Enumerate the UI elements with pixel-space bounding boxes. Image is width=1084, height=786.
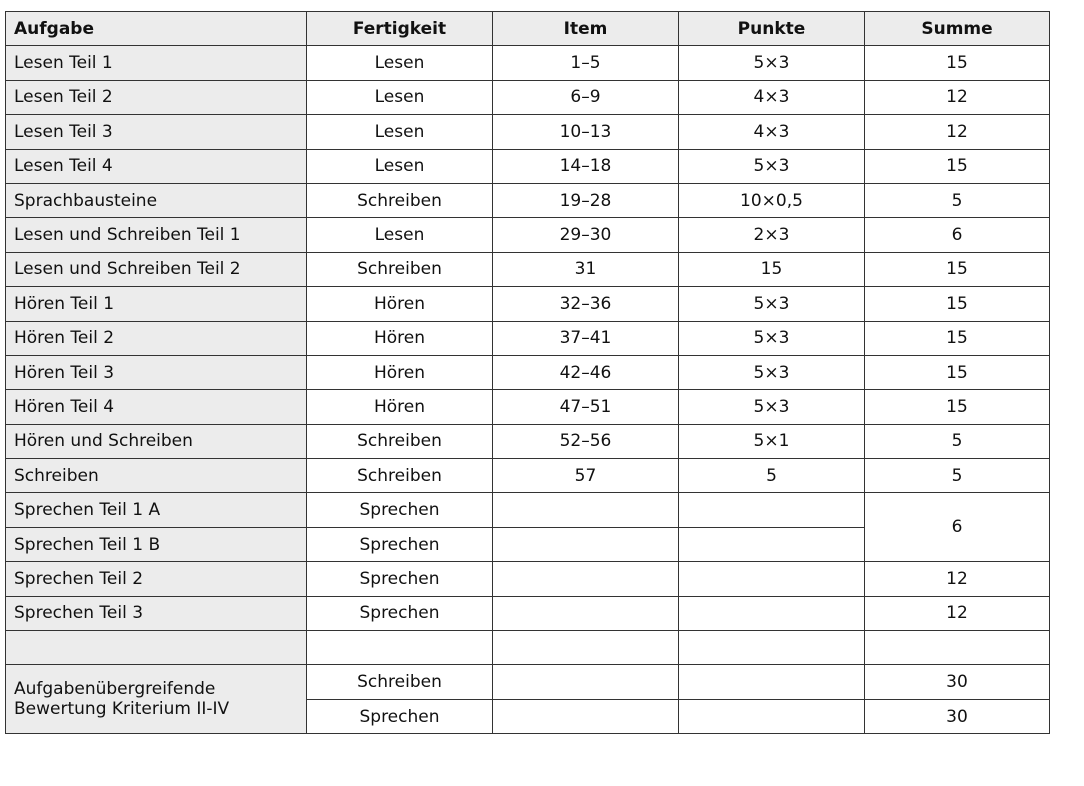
table-row bbox=[6, 424, 1050, 458]
cell-fertigkeit: Sprechen bbox=[307, 527, 493, 561]
table-row-empty bbox=[6, 631, 1050, 665]
header-summe: Summe bbox=[865, 12, 1050, 46]
table-row bbox=[6, 252, 1050, 286]
cell-aufgabe: Lesen und Schreiben Teil 1 bbox=[6, 218, 307, 252]
cell-item bbox=[493, 631, 679, 665]
cell-punkte bbox=[679, 596, 865, 630]
cell-punkte: 5×3 bbox=[679, 355, 865, 389]
cell-summe bbox=[865, 631, 1050, 665]
cell-item: 42–46 bbox=[493, 355, 679, 389]
cell-aufgabe: Lesen Teil 4 bbox=[6, 149, 307, 183]
cell-fertigkeit: Schreiben bbox=[307, 183, 493, 217]
cell-fertigkeit: Lesen bbox=[307, 115, 493, 149]
cell-punkte bbox=[679, 665, 865, 699]
score-table bbox=[5, 11, 1050, 734]
header-aufgabe: Aufgabe bbox=[6, 12, 307, 46]
header-item: Item bbox=[493, 12, 679, 46]
cell-summe: 6 bbox=[865, 218, 1050, 252]
header-row bbox=[6, 12, 1050, 46]
cell-item: 52–56 bbox=[493, 424, 679, 458]
cell-summe: 15 bbox=[865, 46, 1050, 80]
cell-summe: 5 bbox=[865, 459, 1050, 493]
cell-punkte bbox=[679, 527, 865, 561]
table-row bbox=[6, 115, 1050, 149]
cell-item: 47–51 bbox=[493, 390, 679, 424]
cell-item bbox=[493, 699, 679, 733]
cell-fertigkeit bbox=[307, 631, 493, 665]
cell-aufgabe: Hören Teil 2 bbox=[6, 321, 307, 355]
cell-fertigkeit: Sprechen bbox=[307, 699, 493, 733]
table-row bbox=[6, 80, 1050, 114]
cell-fertigkeit: Sprechen bbox=[307, 493, 493, 527]
cell-summe: 30 bbox=[865, 665, 1050, 699]
table-row bbox=[6, 390, 1050, 424]
cell-punkte: 5×3 bbox=[679, 287, 865, 321]
cell-punkte bbox=[679, 699, 865, 733]
cell-punkte bbox=[679, 562, 865, 596]
cell-aufgabe: Sprechen Teil 2 bbox=[6, 562, 307, 596]
cell-item: 57 bbox=[493, 459, 679, 493]
cell-aufgabe bbox=[6, 631, 307, 665]
table-row bbox=[6, 596, 1050, 630]
cell-aufgabe: Lesen Teil 1 bbox=[6, 46, 307, 80]
table-row bbox=[6, 562, 1050, 596]
cell-aufgabe: Sprechen Teil 3 bbox=[6, 596, 307, 630]
cell-summe: 15 bbox=[865, 355, 1050, 389]
cell-fertigkeit: Lesen bbox=[307, 218, 493, 252]
cell-item: 29–30 bbox=[493, 218, 679, 252]
table-row bbox=[6, 665, 1050, 699]
cell-punkte bbox=[679, 631, 865, 665]
table-row bbox=[6, 493, 1050, 527]
cell-aufgabe: Hören Teil 3 bbox=[6, 355, 307, 389]
cell-aufgabe: Sprechen Teil 1 A bbox=[6, 493, 307, 527]
table-row bbox=[6, 218, 1050, 252]
cell-aufgabe: Schreiben bbox=[6, 459, 307, 493]
cell-aufgabe: Lesen und Schreiben Teil 2 bbox=[6, 252, 307, 286]
table-row bbox=[6, 355, 1050, 389]
cell-fertigkeit: Hören bbox=[307, 287, 493, 321]
cell-summe: 12 bbox=[865, 80, 1050, 114]
table-row bbox=[6, 183, 1050, 217]
cell-item bbox=[493, 493, 679, 527]
cell-item: 1–5 bbox=[493, 46, 679, 80]
cell-item: 10–13 bbox=[493, 115, 679, 149]
cell-item bbox=[493, 596, 679, 630]
header-punkte: Punkte bbox=[679, 12, 865, 46]
cell-punkte: 5×3 bbox=[679, 390, 865, 424]
cell-fertigkeit: Hören bbox=[307, 390, 493, 424]
cell-aufgabe: Hören Teil 1 bbox=[6, 287, 307, 321]
table-row bbox=[6, 46, 1050, 80]
cell-punkte: 4×3 bbox=[679, 80, 865, 114]
aufgabe-line-2: Bewertung Kriterium II-IV bbox=[14, 699, 230, 720]
cell-punkte bbox=[679, 493, 865, 527]
cell-summe: 15 bbox=[865, 149, 1050, 183]
cell-item: 31 bbox=[493, 252, 679, 286]
cell-summe: 30 bbox=[865, 699, 1050, 733]
cell-punkte: 5×3 bbox=[679, 149, 865, 183]
cell-item: 37–41 bbox=[493, 321, 679, 355]
cell-summe: 12 bbox=[865, 115, 1050, 149]
cell-fertigkeit: Sprechen bbox=[307, 562, 493, 596]
cell-punkte: 10×0,5 bbox=[679, 183, 865, 217]
cell-fertigkeit: Hören bbox=[307, 355, 493, 389]
cell-aufgabe: Sprechen Teil 1 B bbox=[6, 527, 307, 561]
cell-aufgabe: Sprachbausteine bbox=[6, 183, 307, 217]
cell-aufgabe: Hören Teil 4 bbox=[6, 390, 307, 424]
cell-fertigkeit: Lesen bbox=[307, 149, 493, 183]
cell-fertigkeit: Schreiben bbox=[307, 252, 493, 286]
cell-fertigkeit: Schreiben bbox=[307, 665, 493, 699]
cell-punkte: 5×3 bbox=[679, 321, 865, 355]
cell-item: 32–36 bbox=[493, 287, 679, 321]
cell-fertigkeit: Lesen bbox=[307, 46, 493, 80]
cell-item: 19–28 bbox=[493, 183, 679, 217]
table-row bbox=[6, 321, 1050, 355]
table-row bbox=[6, 459, 1050, 493]
cell-item bbox=[493, 527, 679, 561]
cell-punkte: 2×3 bbox=[679, 218, 865, 252]
cell-item bbox=[493, 562, 679, 596]
cell-fertigkeit: Sprechen bbox=[307, 596, 493, 630]
cell-summe: 15 bbox=[865, 252, 1050, 286]
cell-item: 14–18 bbox=[493, 149, 679, 183]
cell-punkte: 15 bbox=[679, 252, 865, 286]
cell-summe: 15 bbox=[865, 287, 1050, 321]
header-fertigkeit: Fertigkeit bbox=[307, 12, 493, 46]
cell-aufgabe: Lesen Teil 3 bbox=[6, 115, 307, 149]
cell-summe: 15 bbox=[865, 321, 1050, 355]
table-row bbox=[6, 287, 1050, 321]
cell-summe: 12 bbox=[865, 596, 1050, 630]
cell-punkte: 4×3 bbox=[679, 115, 865, 149]
cell-summe: 5 bbox=[865, 424, 1050, 458]
cell-aufgabe: Lesen Teil 2 bbox=[6, 80, 307, 114]
aufgabe-line-1: Aufgabenübergreifende bbox=[14, 679, 216, 700]
cell-summe: 5 bbox=[865, 183, 1050, 217]
cell-fertigkeit: Schreiben bbox=[307, 459, 493, 493]
cell-aufgabe-merged bbox=[6, 665, 307, 734]
cell-punkte: 5 bbox=[679, 459, 865, 493]
cell-summe: 6 bbox=[865, 493, 1050, 562]
cell-fertigkeit: Hören bbox=[307, 321, 493, 355]
cell-fertigkeit: Lesen bbox=[307, 80, 493, 114]
cell-item: 6–9 bbox=[493, 80, 679, 114]
cell-fertigkeit: Schreiben bbox=[307, 424, 493, 458]
cell-summe: 12 bbox=[865, 562, 1050, 596]
cell-punkte: 5×1 bbox=[679, 424, 865, 458]
table-row bbox=[6, 149, 1050, 183]
cell-aufgabe: Hören und Schreiben bbox=[6, 424, 307, 458]
cell-punkte: 5×3 bbox=[679, 46, 865, 80]
cell-item bbox=[493, 665, 679, 699]
cell-summe: 15 bbox=[865, 390, 1050, 424]
